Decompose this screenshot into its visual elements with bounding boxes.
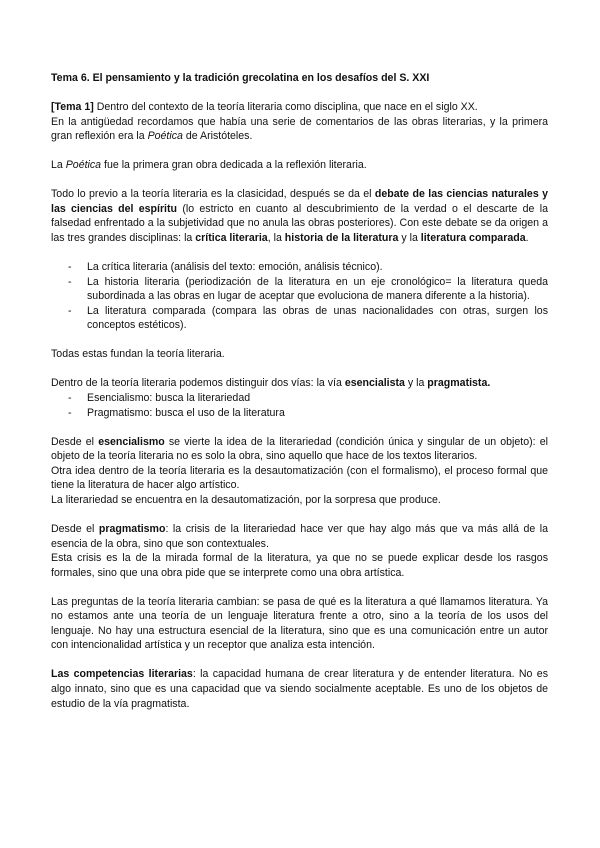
text-run: Todo lo previo a la teoría literaria es la clasicidad, después se da el	[51, 188, 375, 201]
bold-text: crítica literaria	[195, 232, 268, 245]
paragraph-line	[51, 158, 548, 173]
text-run: La historia literaria (periodización de la literatura en un eje cronológico= la literatura queda subordinada a las obras en lugar de aceptar que evoluciona de manera diferente a la historia).	[87, 275, 548, 303]
paragraph	[51, 347, 548, 362]
dash-list	[51, 260, 548, 333]
paragraph-line	[51, 595, 548, 653]
paragraph	[51, 522, 548, 580]
text-run: En la antigüedad recordamos que había una serie de comentarios de las obras literarias, y la primera gran reflexión era la	[51, 115, 548, 143]
list-item	[51, 275, 548, 304]
text-run: La literatura comparada (compara las obras de unas nacionalidades con otras, surgen los conceptos estéticos).	[87, 304, 548, 332]
paragraph-line	[51, 667, 548, 711]
dash-bullet-icon: -	[68, 304, 72, 317]
paragraph-line	[51, 376, 548, 391]
document-title: Tema 6. El pensamiento y la tradición grecolatina en los desafíos del S. XXI	[51, 72, 430, 84]
paragraph-line	[51, 115, 548, 144]
text-run: Desde el	[51, 522, 99, 535]
text-run: y la	[404, 377, 428, 390]
text-run: (lo estricto en cuanto al descubrimiento de la verdad o el descarte de la falsedad enfrentado a la subjetividad que no anula las obras posteriores). Con este debate se da origen a las tres grandes disciplinas: la	[51, 202, 548, 245]
document-page	[51, 71, 548, 726]
list-item	[51, 304, 548, 333]
document-body	[51, 100, 548, 711]
paragraph	[51, 187, 548, 245]
paragraph-line	[51, 100, 548, 115]
bold-text: [Tema 1]	[51, 101, 94, 114]
text-run: Dentro de la teoría literaria podemos distinguir dos vías: la vía	[51, 377, 345, 390]
dash-bullet-icon: -	[68, 406, 72, 419]
text-run: fue la primera gran obra dedicada a la reflexión literaria.	[101, 159, 367, 172]
dash-list	[51, 391, 548, 420]
paragraph	[51, 435, 548, 508]
text-run: y la	[398, 232, 421, 245]
dash-bullet-icon: -	[68, 275, 72, 288]
paragraph	[51, 376, 548, 391]
text-run: La	[51, 159, 66, 172]
italic-text: Poética	[147, 130, 183, 143]
text-run: La crítica literaria (análisis del texto: emoción, análisis técnico).	[87, 261, 383, 274]
text-run: Dentro del contexto de la teoría literaria como disciplina, que nace en el siglo XX.	[93, 101, 478, 114]
text-run: Desde el	[51, 435, 99, 448]
bold-text: literatura comparada	[420, 232, 526, 245]
text-run: , la	[267, 232, 285, 245]
paragraph-line	[51, 435, 548, 464]
bold-text: Las competencias literarias	[51, 668, 193, 681]
text-run: .	[525, 232, 529, 245]
text-run: Otra idea dentro de la teoría literaria es la desautomatización (con el formalismo), el proceso formal que tiene la literatura de hacer algo artístico.	[51, 464, 548, 492]
text-run: La literariedad se encuentra en la desautomatización, por la sorpresa que produce.	[51, 493, 441, 506]
text-run: de Aristóteles.	[182, 130, 253, 143]
dash-bullet-icon: -	[68, 392, 72, 405]
paragraph	[51, 667, 548, 711]
bold-text: pragmatista.	[427, 377, 491, 390]
paragraph	[51, 100, 548, 144]
paragraph-line	[51, 522, 548, 551]
text-run: se vierte la idea de la literariedad (condición única y singular de un objeto): el objeto de la teoría literaria no es solo la obra, sino aquello que hace de los textos literarios.	[51, 435, 548, 463]
text-run: Todas estas fundan la teoría literaria.	[51, 348, 225, 361]
paragraph	[51, 158, 548, 173]
bold-text: esencialista	[344, 377, 405, 390]
bold-text: esencialismo	[98, 435, 165, 448]
text-run: Esencialismo: busca la literariedad	[87, 392, 251, 405]
bold-text: historia de la literatura	[284, 232, 399, 245]
text-run: : la crisis de la literariedad hace ver que hay algo más que va más allá de la esencia de la obra, sino que son contextuales.	[51, 522, 548, 550]
paragraph-line	[51, 493, 548, 508]
list-item	[51, 260, 548, 275]
paragraph-line	[51, 464, 548, 493]
list-item	[51, 391, 548, 406]
paragraph	[51, 595, 548, 653]
list-item	[51, 406, 548, 421]
paragraph-line	[51, 551, 548, 580]
bold-text: debate de las ciencias naturales y las ciencias del espíritu	[51, 188, 549, 215]
text-run: Las preguntas de la teoría literaria cambian: se pasa de qué es la literatura a qué llamamos literatura. Ya no estamos ante una teoría de un lenguaje literatura frente a otro, sino a la teoría de los usos del lenguaje. No hay una estructura esencial de la literatura, sino que es una comunicación entre un autor con intencionalidad artística y un receptor que analiza esta intención.	[51, 595, 548, 652]
bold-text: pragmatismo	[98, 522, 166, 535]
dash-bullet-icon: -	[68, 261, 72, 274]
italic-text: Poética	[65, 159, 102, 172]
paragraph-line	[51, 187, 548, 245]
text-run: Esta crisis es la de la mirada formal de la literatura, ya que no se puede explicar desde los rasgos formales, sino que una obra pide que se interprete como una obra artística.	[51, 552, 548, 579]
text-run: : la capacidad humana de crear literatura y de entender literatura. No es algo innato, sino que es una capacidad que va siendo socialmente aceptable. Es uno de los objetos de estudio de la vía pragmatista.	[51, 668, 548, 710]
paragraph-line	[51, 347, 548, 362]
text-run: Pragmatismo: busca el uso de la literatura	[87, 406, 285, 419]
